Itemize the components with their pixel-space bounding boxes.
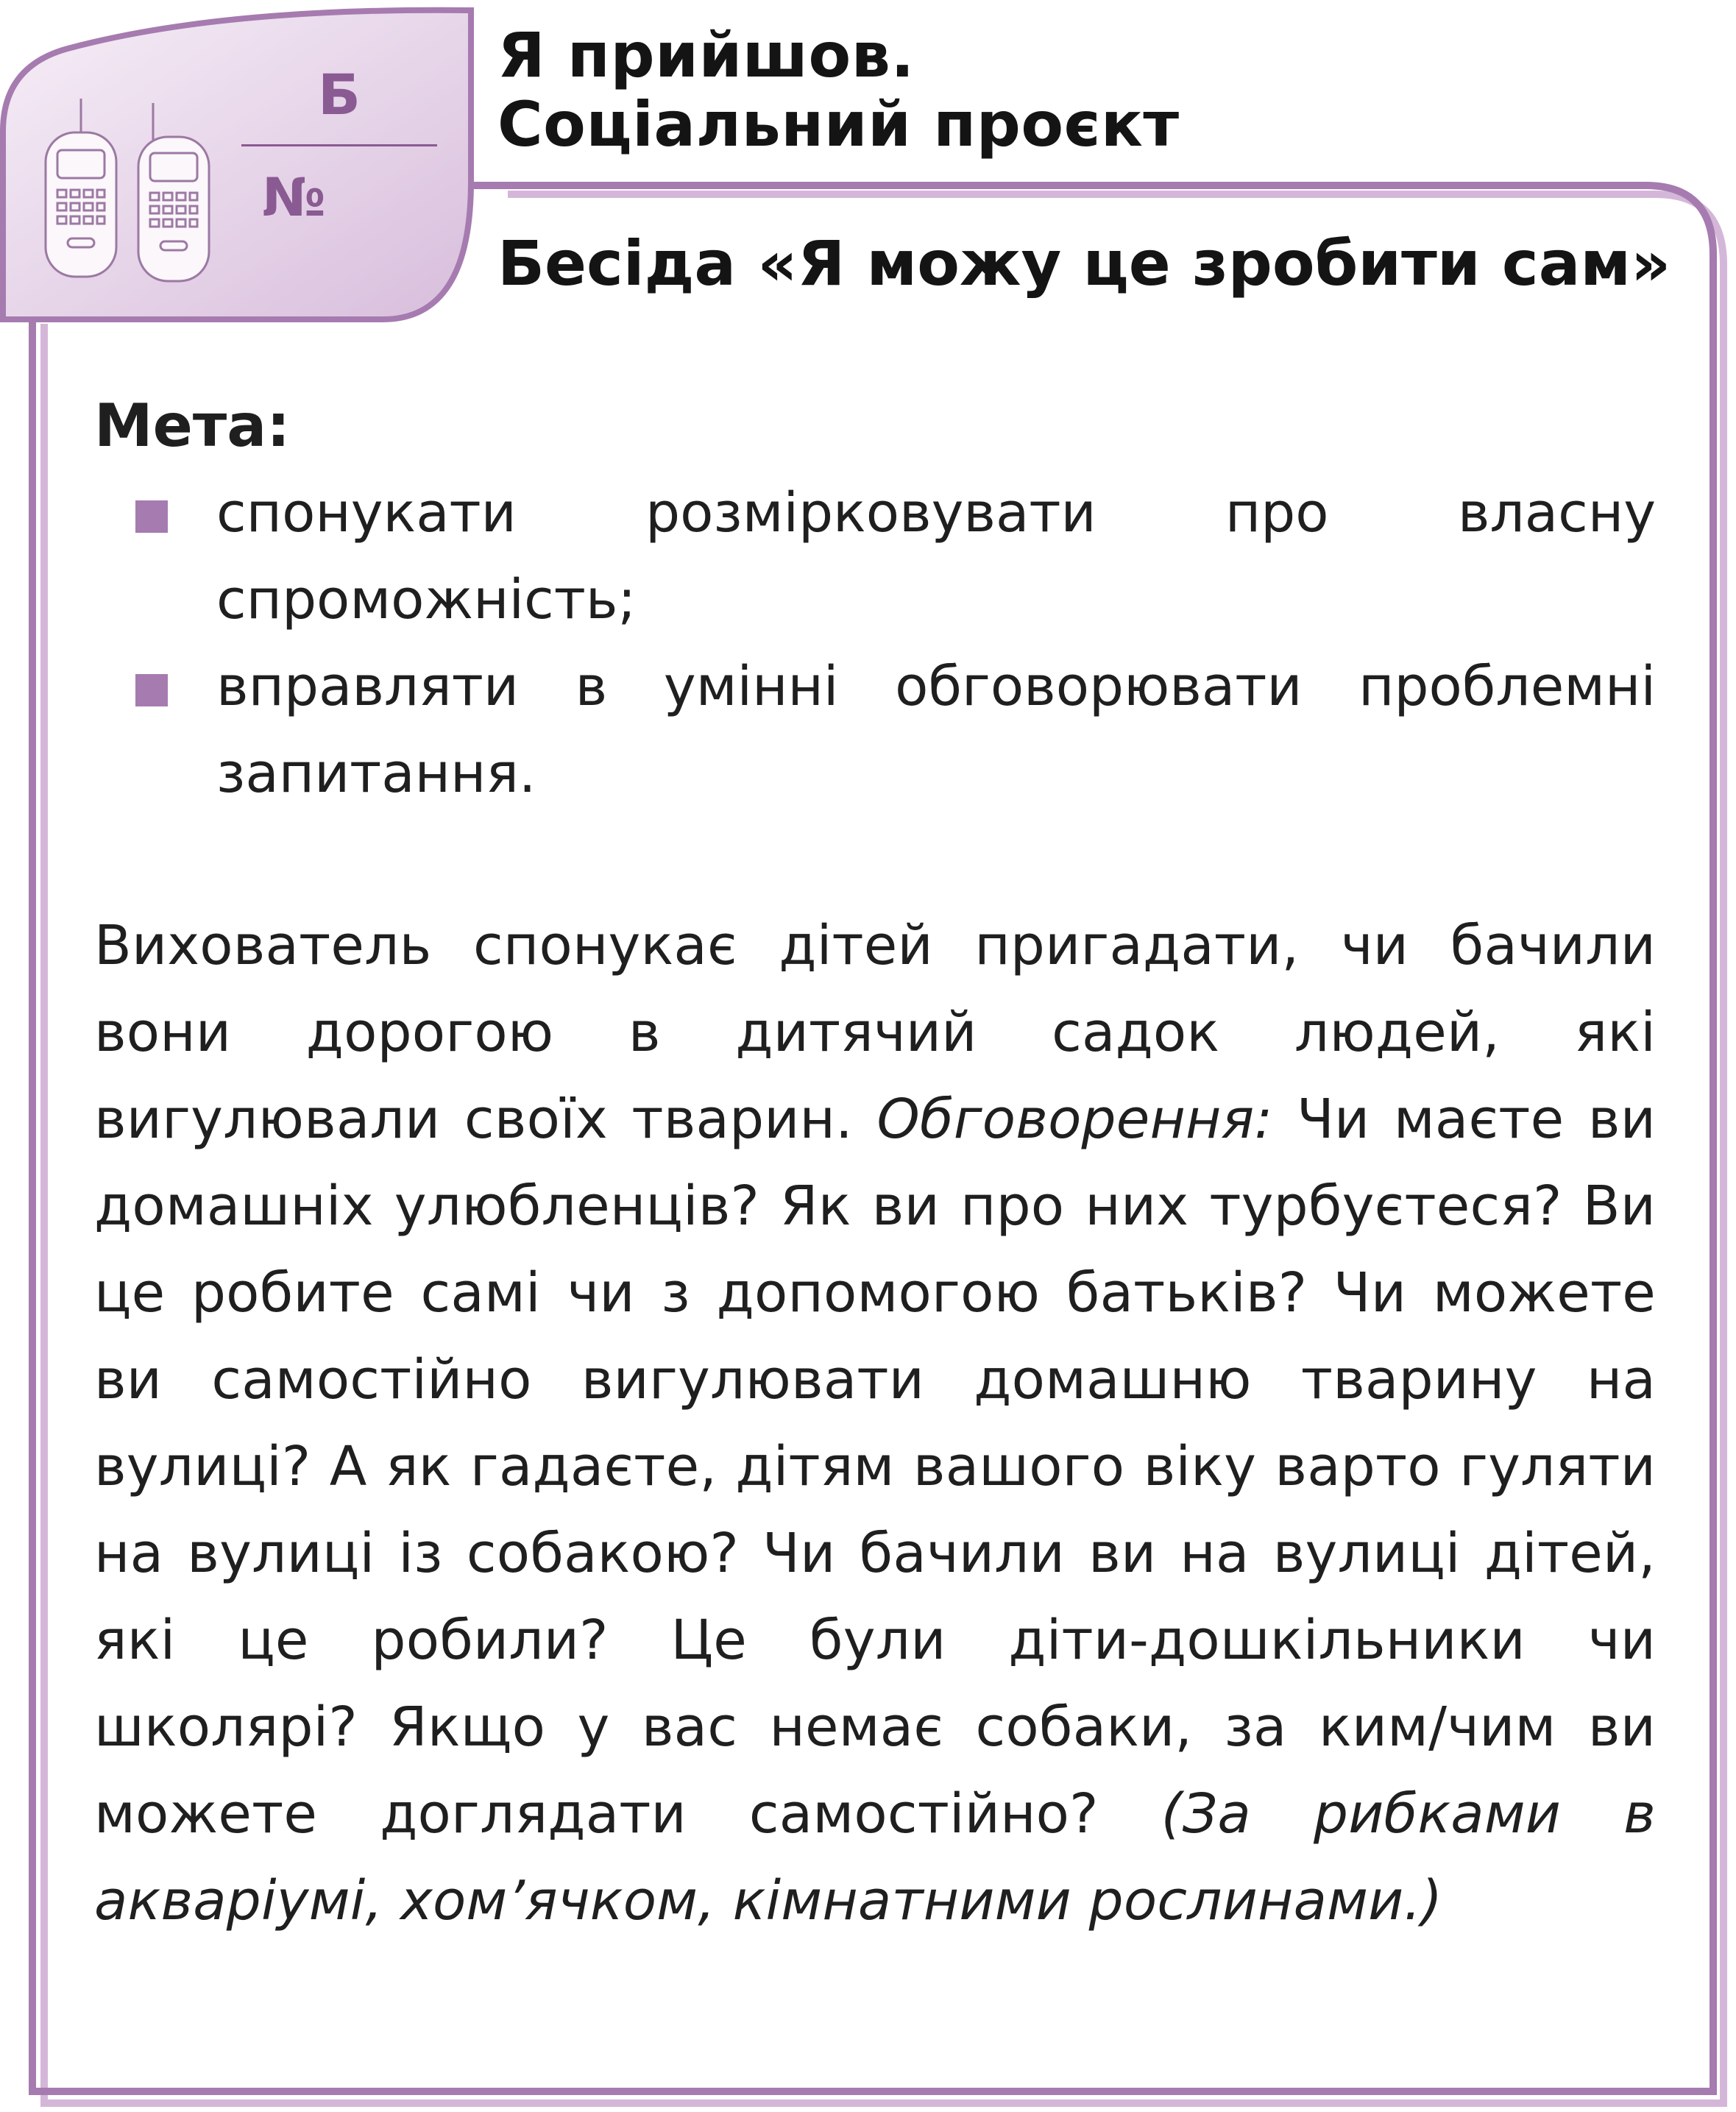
badge-divider <box>241 144 437 146</box>
card-content <box>94 383 1656 1999</box>
goal-heading: Мета: <box>94 391 291 460</box>
goal-list <box>94 469 1656 817</box>
body-paragraph <box>94 902 1656 1944</box>
badge-number-sign: № <box>262 166 326 228</box>
title-line-1: Я прийшов. <box>497 19 915 91</box>
answer-text: (За рибками в акваріумі, хом’ячком, кімнатними рослинами.) <box>94 1782 1656 1932</box>
square-bullet-icon <box>135 674 168 706</box>
goal-item-text: вправляти в умінні обговорювати проблемні запитання. <box>216 655 1656 805</box>
body-text-part2: Чи маєте ви домашніх улюбленців? Як ви про них турбуєтеся? Ви це робите самі чи з допомогою батьків? Чи можете ви самостійно вигулювати домашню тварину на вулиці? А як гадаєте, дітям вашого віку варто гуляти на вулиці із собакою? Чи бачили ви на вулиці дітей, які це робили? Це були діти-дошкільники чи школярі? Якщо у вас немає собаки, за ким/чим ви можете доглядати самостійно? <box>94 1088 1656 1846</box>
goal-item <box>94 643 1656 817</box>
goal-item-text: спонукати розмірковувати про власну спроможність; <box>216 481 1656 631</box>
activity-subtitle: Бесіда «Я можу це зробити сам» <box>497 227 1671 300</box>
discussion-label: Обговорення: <box>876 1088 1273 1151</box>
title-line-2: Соціальний проєкт <box>497 88 1180 160</box>
body-text-part1: Вихователь спонукає дітей пригадати, чи бачили вони дорогою в дитячий садок людей, які вигулювали своїх тварин. <box>94 914 1656 1151</box>
square-bullet-icon <box>135 500 168 533</box>
walkie-talkie-phones-icon <box>35 91 227 283</box>
page-title <box>497 21 1690 159</box>
badge-letter: Б <box>318 62 361 127</box>
goal-item <box>94 469 1656 643</box>
